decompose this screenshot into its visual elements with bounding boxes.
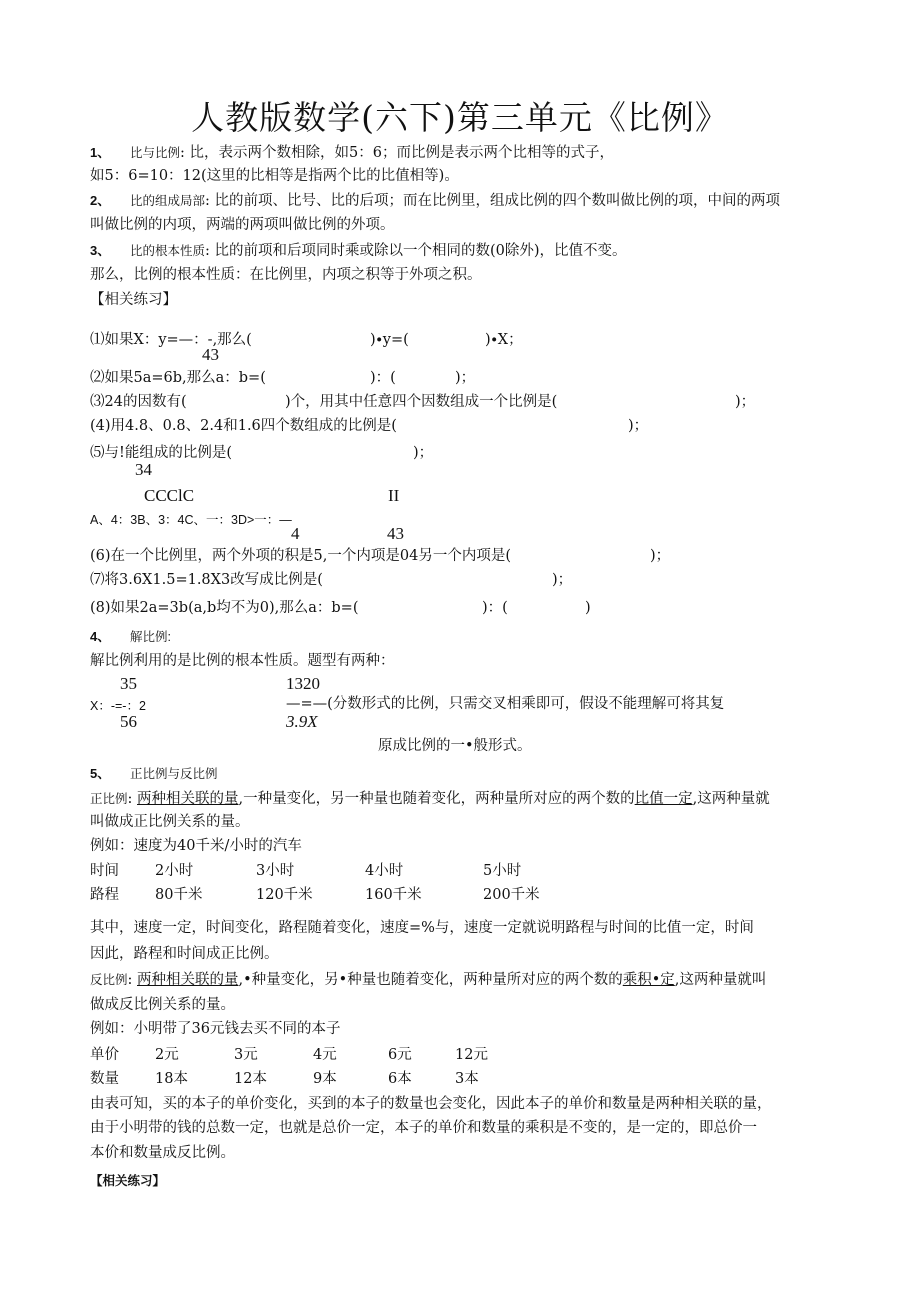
inverse-definition [90, 970, 766, 990]
table-cell: 12本 [234, 1071, 267, 1087]
choices-denominator-left: 4 [291, 524, 300, 543]
q7-part-a: ⑺将3.6X1.5=1.8X3改写成比例是( [90, 572, 323, 588]
section-text: : 比的前项和后项同时乘或除以一个相同的数(0除外)，比值不变。 [205, 243, 627, 259]
section-number: 5、 [90, 766, 111, 781]
solve-right-numerators: 1320 [286, 674, 320, 693]
table-cell: 80千米 [155, 887, 203, 903]
q3-part-a: ⑶24的因数有( [90, 394, 187, 410]
q8-part-b: )：( [482, 600, 508, 616]
section-number: 4、 [90, 629, 111, 644]
underlined-term: 两种相关联的量 [137, 791, 239, 807]
definition-text: ,这两种量就 [692, 791, 770, 807]
choices-line: A、4：3B、3：4C、一：3D>一：— [90, 513, 292, 527]
section-1 [90, 143, 614, 163]
page-title: 人教版数学(六下)第三单元《比例》 [191, 98, 729, 137]
q3-part-b: )个，用其中任意四个因数组成一个比例是( [285, 394, 558, 410]
q4-part-a: (4)用4.8、0.8、2.4和1.6四个数组成的比例是( [90, 418, 397, 434]
table-cell: 2小时 [155, 863, 194, 879]
table-cell: 18本 [155, 1071, 188, 1087]
practice-heading-2: 【相关练习】 [90, 1174, 166, 1188]
section-number: 1、 [90, 145, 111, 160]
question-1 [90, 330, 252, 350]
table-cell: 200千米 [483, 887, 540, 903]
inverse-explanation-2: 由于小明带的钱的总数一定，也就是总价一定，本子的单价和数量的乘积是不变的，是一定的，即总价一 [90, 1120, 757, 1136]
table-cell: 单价 [90, 1047, 119, 1063]
direct-definition [90, 789, 770, 809]
section-label: 比的组成局部 [130, 194, 206, 208]
q1-fraction-denominators: 43 [202, 345, 219, 364]
table-cell: 3本 [455, 1071, 479, 1087]
q5-part-b: )； [413, 445, 434, 461]
underlined-term: 两种相关联的量 [137, 972, 239, 988]
inverse-label: 反比例 [90, 973, 128, 987]
direct-example: 例如：速度为40千米/小时的汽车 [90, 838, 302, 854]
section-3 [90, 241, 627, 261]
table-cell: 12元 [455, 1047, 488, 1063]
section-1-line2: 如5：6=10：12(这里的比相等是指两个比的比值相等)。 [90, 168, 459, 184]
direct-line2: 叫做成正比例关系的量。 [90, 814, 250, 830]
section-label: 比的根本性质 [130, 244, 206, 258]
section-3-line2: 那么，比例的根本性质：在比例里，内项之积等于外项之积。 [90, 267, 482, 283]
section-text: : 比的前项、比号、比的后项；而在比例里，组成比例的四个数叫做比例的项，中间的两项 [205, 193, 781, 209]
table-cell: 9本 [313, 1071, 337, 1087]
q2-part-c: )； [455, 370, 476, 386]
q4-part-b: )； [628, 418, 649, 434]
solve-left-equation: X：-=-：2 [90, 699, 146, 713]
q6-part-b: )； [650, 548, 671, 564]
q1-part-b: )∙y=( [370, 332, 409, 348]
definition-text: ,•种量变化，另•种量也随着变化，两种量所对应的两个数的 [238, 972, 623, 988]
section-2-line2: 叫做比例的内项，两端的两项叫做比例的外项。 [90, 217, 395, 233]
direct-explanation-1: 其中，速度一定，时间变化，路程随着变化，速度=%与，速度一定就说明路程与时间的比值一定，时间 [90, 920, 754, 936]
table-cell: 3元 [234, 1047, 258, 1063]
table-cell: 路程 [90, 887, 119, 903]
colon: : [127, 972, 138, 988]
q8-part-c: ) [585, 600, 591, 616]
table-cell: 6本 [388, 1071, 412, 1087]
q1-part-c: )∙X； [485, 332, 523, 348]
choices-numerators-left: CCClC [144, 486, 195, 505]
section-text: : 比，表示两个数相除，如5：6；而比例是表示两个比相等的式子， [180, 145, 614, 161]
section-2 [90, 191, 780, 211]
section-4 [90, 627, 171, 647]
choices-numerators-right: II [388, 486, 400, 505]
inverse-line2: 做成反比例关系的量。 [90, 997, 235, 1013]
table-cell: 2元 [155, 1047, 179, 1063]
definition-text: ,一种量变化，另一种量也随着变化，两种量所对应的两个数的 [238, 791, 635, 807]
q8-part-a: (8)如果2a=3b(a,b均不为0),那么a：b=( [90, 600, 359, 616]
table-cell: 3小时 [256, 863, 295, 879]
inverse-example: 例如：小明带了36元钱去买不同的本子 [90, 1021, 341, 1037]
solve-left-denominators: 56 [120, 712, 137, 731]
inverse-explanation-3: 本价和数量成反比例。 [90, 1145, 235, 1161]
table-cell: 160千米 [365, 887, 422, 903]
q1-part-a: ⑴如果X：y=—：-,那么( [90, 332, 252, 348]
section-label: 正比例与反比例 [130, 767, 218, 781]
colon: : [127, 791, 138, 807]
direct-explanation-2: 因此，路程和时间成正比例。 [90, 946, 279, 962]
definition-text: ,这两种量就叫 [674, 972, 767, 988]
table-cell: 4元 [313, 1047, 337, 1063]
q5-fraction-denominators: 34 [135, 460, 152, 479]
section-number: 3、 [90, 243, 111, 258]
table-cell: 6元 [388, 1047, 412, 1063]
table-cell: 5小时 [483, 863, 522, 879]
section-label: 解比例: [130, 630, 171, 644]
q6-part-a: (6)在一个比例里，两个外项的积是5,一个内项是04另一个内项是( [90, 548, 511, 564]
practice-heading: 【相关练习】 [90, 292, 177, 308]
section-label: 比与比例 [130, 146, 181, 160]
direct-label: 正比例 [90, 792, 128, 806]
choices-denominator-right: 43 [387, 524, 404, 543]
q7-part-b: )； [552, 572, 573, 588]
table-cell: 4小时 [365, 863, 404, 879]
table-cell: 时间 [90, 863, 119, 879]
solve-right-denominators: 3.9X [286, 712, 318, 731]
q2-part-a: ⑵如果5a=6b,那么a：b=( [90, 370, 266, 386]
solve-right-equation: —=—(分数形式的比例，只需交叉相乘即可，假设不能理解可将其复 [286, 696, 725, 712]
section-number: 2、 [90, 193, 111, 208]
solve-left-numerators: 35 [120, 674, 137, 693]
solve-right-line2: 原成比例的一•般形式。 [378, 738, 532, 754]
q3-part-c: )； [735, 394, 756, 410]
q5-part-a: ⑸与!能组成的比例是( [90, 445, 232, 461]
table-cell: 120千米 [256, 887, 313, 903]
inverse-explanation-1: 由表可知，买的本子的单价变化，买到的本子的数量也会变化，因此本子的单价和数量是两种相关联的量， [90, 1096, 772, 1112]
section-4-text: 解比例利用的是比例的根本性质。题型有两种： [90, 653, 395, 669]
q2-part-b: )：( [370, 370, 396, 386]
underlined-term: 乘积•定 [622, 972, 675, 988]
table-cell: 数量 [90, 1071, 119, 1087]
section-5 [90, 764, 218, 784]
underlined-term: 比值一定 [634, 791, 693, 807]
